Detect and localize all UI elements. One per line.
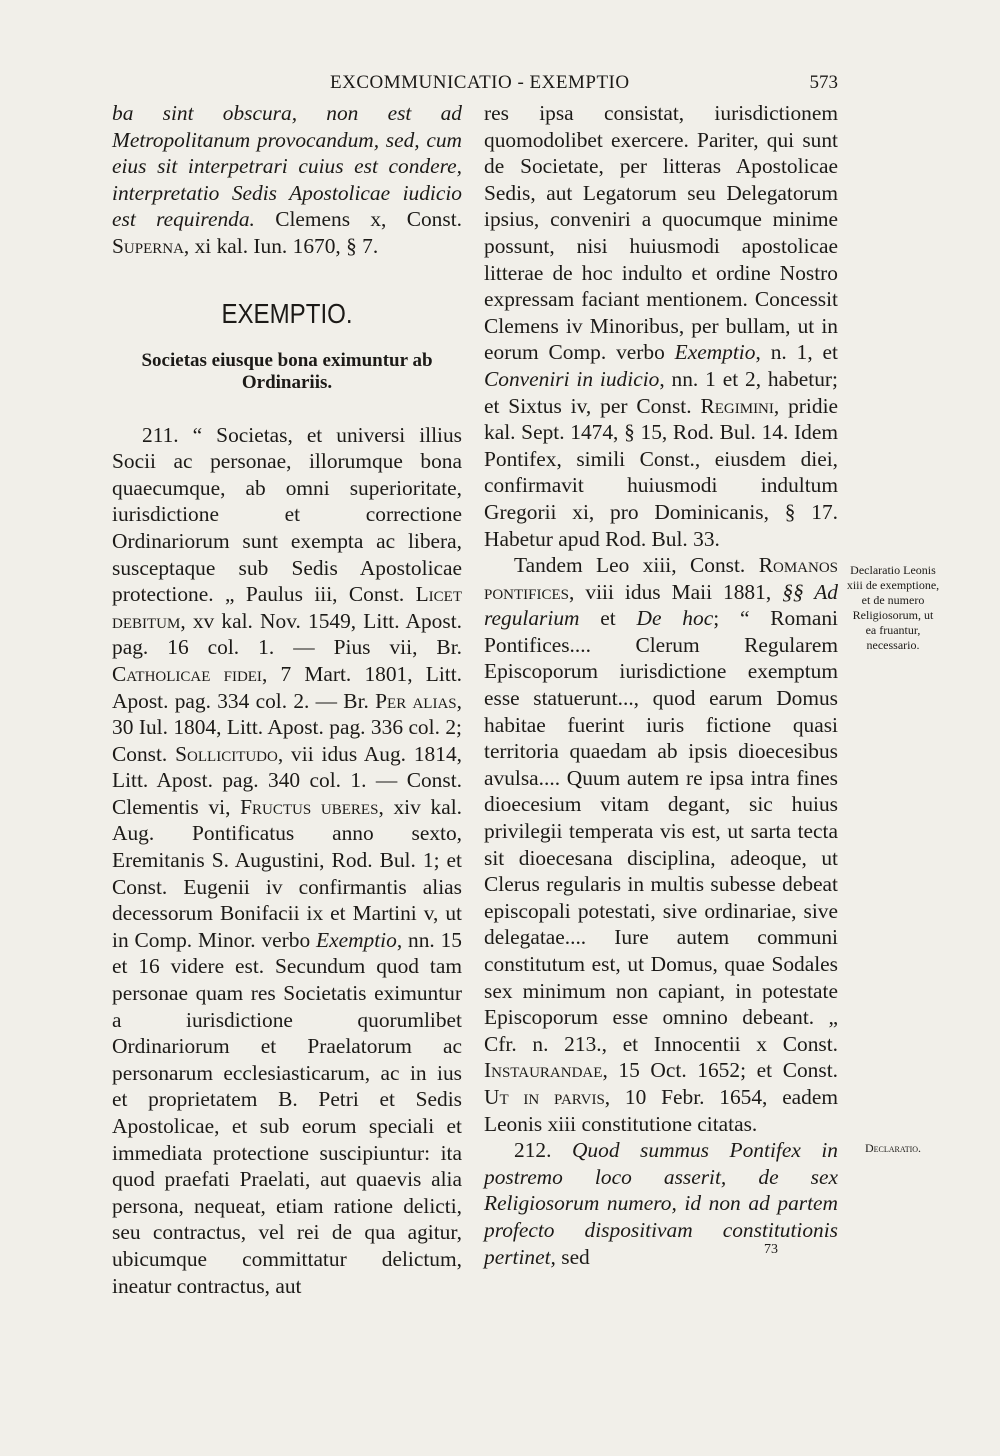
const-name: Per alias: [375, 688, 457, 713]
text-run: , xiv kal. Aug. Pontificatus anno sexto, Eremitanis S. Augustini, Rod. Bul. 1; et Const. Eugenii iv confirmantis alias decessorum Bonifacii ix et Martini v, ut in Comp. Minor. verbo: [112, 794, 463, 952]
left-paragraph-1: [112, 100, 462, 260]
italic-term: De hoc: [636, 606, 714, 631]
left-p1-date: , xi kal. Iun. 1670, § 7.: [183, 233, 379, 258]
page-number: 573: [809, 72, 838, 93]
const-name: Regimini: [700, 393, 774, 418]
const-name: Catholicae fidei: [112, 661, 262, 686]
const-name: Sollicitudo: [175, 741, 278, 766]
left-p1-const-name: Superna: [112, 233, 184, 258]
left-paragraph-211: [112, 422, 462, 1300]
margin-note-declaratio-leonis: Declaratio Leonis xiii de exemptione, et de numero Religiosorum, ut ea fruantur, necessario.: [846, 563, 940, 652]
const-name: Instaurandae: [484, 1058, 603, 1083]
left-p1-ref: Clemens x, Const.: [254, 207, 462, 232]
text-run: Tandem Leo xiii, Const.: [514, 553, 759, 578]
section-subtitle: Societas eiusque bona eximuntur ab Ordinariis.: [141, 349, 433, 393]
const-name: Licet debitum: [112, 582, 462, 633]
text-run: , 7 Mart. 1801, Litt. Apost. pag. 334 col. 2. — Br.: [112, 661, 462, 713]
italic-term: Exemptio: [316, 927, 397, 952]
const-name: Romanos pontifices: [484, 553, 838, 604]
text-run: , xv kal. Nov. 1549, Litt. Apost. pag. 16 col. 1. — Pius vii, Br.: [112, 608, 462, 660]
running-head: EXCOMMUNICATIO - EXEMPTIO: [330, 72, 630, 93]
right-paragraph-1: [484, 100, 838, 552]
text-run: , viii idus Maii 1881,: [569, 579, 783, 604]
text-run: , vii idus Aug. 1814, Litt. Apost. pag. 340 col. 1. — Const. Clementis vi,: [112, 741, 462, 819]
text-run: res ipsa consistat, iurisdictionem quomodolibet exercere. Pariter, qui sunt de Societate, per litteras Apostolicae Sedis, aut Legatorum seu Delegatorum ipsius, conveniri a quocumque minime possunt, nisi huiusmodi apostolicae litterae de hoc indulto et ordine Nostro expressam faciant mentionem. Concessit Clemens iv Minoribus, per bullam, ut in eorum Comp. verbo: [484, 101, 838, 365]
section-title: EXEMPTIO.: [221, 297, 353, 329]
left-p1-italic: ba sint obscura, non est ad Metropolitanum provocandum, sed, cum eius sit interpetrari cuius est condere, interpretatio Sedis Apostolicae iudicio est requirenda.: [112, 101, 462, 232]
const-name: Fructus uberes: [240, 794, 379, 819]
italic-term: Conveniri in iudicio: [484, 366, 660, 391]
right-paragraph-2: [484, 552, 838, 1137]
text-run: , n. 1, et: [755, 340, 838, 365]
text-run: ; “ Romani Pontifices.... Clerum Regularem Episcoporum iurisdictione exemptum esse statuerunt..., quod earum Domus habitae fuerint iuris fictione quasi territoria quaedam ab ipsis dioecesibus avulsa.... Quum autem re ipsa intra fines dioecesium vitam degant, sic huius privilegii temperata vis est, ut sarta tecta sit dioecesana disciplina, adeoque, ut Clerus regularis in multis subesse debeat episcopali potestati, sive ordinariae, sive delegatae.... Iure autem communi constitutum est, ut Domus, quae Sodales sex minimum non capiant, in potestate Episcoporum esse omnino debeant. „ Cfr. n. 213., et Innocentii x Const.: [484, 606, 838, 1056]
italic-term: Exemptio: [674, 340, 756, 365]
text-run: sed: [555, 1244, 590, 1269]
left-column: [112, 100, 462, 1299]
text-run: 212.: [514, 1138, 572, 1163]
text-run: , nn. 15 et 16 videre est. Secundum quod tam personae quam res Societatis eximuntur a iurisdictione quorumlibet Ordinariorum et Praelatorum ac personarum ecclesiasticarum, ac in ius et proprietatem B. Petri et Sedis Apostolicae, et sub eorum speciali et immediata protectione suscipiuntur: ita quod praefati Praelati, aut quaevis alia persona, nequeat, etiam ratione delicti, seu contractus, vel rei de qua agitur, ubicumque committatur delictum, ineatur contractus, aut: [112, 927, 462, 1298]
margin-note-declaratio: Declaratio.: [864, 1141, 922, 1155]
text-run: , 15 Oct. 1652; et Const.: [602, 1058, 838, 1083]
italic-term: §§ Ad regularium: [484, 579, 838, 631]
text-run: , 30 Iul. 1804, Litt. Apost. pag. 336 col. 2; Const.: [112, 688, 462, 766]
text-run: , 10 Febr. 1654, eadem Leonis xiii constitutione citatas.: [484, 1084, 839, 1136]
const-name: Ut in parvis: [484, 1084, 605, 1109]
text-run: 211. “ Societas, et universi illius Socii ac personae, illorumque bona quaecumque, ab omni superioritate, iurisdictione et correctione Ordinariorum sunt exempta ac libera, susceptaque sub Sedis Apostolicae protectione. „ Paulus iii, Const.: [112, 422, 462, 607]
page-header: [112, 72, 838, 100]
right-paragraph-212: [484, 1137, 838, 1270]
text-run: , nn. 1 et 2, habetur; et Sixtus iv, per Const.: [484, 366, 838, 418]
text-run: , pridie kal. Sept. 1474, § 15, Rod. Bul. 14. Idem Pontifex, simili Const., eiusdem diei, confirmavit huiusmodi indultum Gregorii xi, pro Dominicanis, § 17. Habetur apud Rod. Bul. 33.: [484, 393, 839, 551]
text-run: et: [579, 606, 637, 631]
signature-mark: 73: [764, 1242, 778, 1257]
right-column: [484, 100, 838, 1270]
italic-passage: Quod summus Pontifex in postremo loco asserit, de sex Religiosorum numero, id non ad partem profecto dispositivam constitutionis pertinet,: [484, 1138, 838, 1269]
